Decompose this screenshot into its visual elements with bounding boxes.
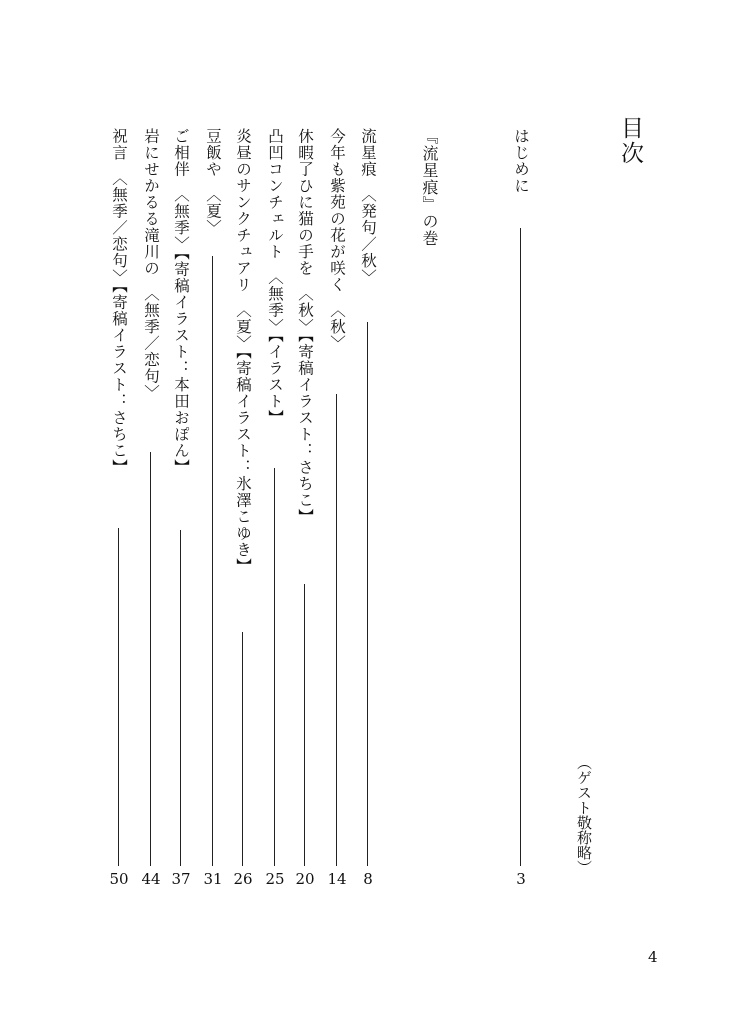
- toc-entry[interactable]: [108, 128, 130, 888]
- toc-entry[interactable]: [357, 128, 379, 888]
- toc-entry[interactable]: [326, 128, 348, 888]
- toc-entry[interactable]: [202, 128, 224, 888]
- toc-entry-title: ご相伴 〈無季〉【寄稿イラスト：本田おぽん】: [172, 128, 190, 476]
- leader-line: [336, 394, 337, 866]
- section-heading: 『流星痕』の巻: [420, 128, 439, 247]
- toc-entry[interactable]: [264, 128, 286, 888]
- leader-line: [180, 530, 181, 866]
- leader-line: [367, 322, 368, 866]
- page-number: 4: [648, 948, 658, 966]
- toc-entry-title: 豆飯や 〈夏〉: [204, 128, 222, 236]
- toc-entry[interactable]: [510, 128, 532, 888]
- leader-line: [212, 256, 213, 866]
- toc-entry-page: 31: [203, 870, 223, 888]
- toc-entry-page: 20: [295, 870, 315, 888]
- toc-entry-title: 凸凹コンチェルト 〈無季〉【イラスト】: [266, 128, 284, 426]
- toc-entry-title: はじめに: [512, 128, 530, 194]
- toc-entry[interactable]: [232, 128, 254, 888]
- guest-honorific-note: （ゲスト敬称略）: [575, 755, 593, 875]
- toc-entry-title: 流星痕 〈発句／秋〉: [359, 128, 377, 286]
- toc-entry-title: 休暇了ひに猫の手を 〈秋〉【寄稿イラスト：さちこ】: [296, 128, 314, 525]
- toc-entry-page: 8: [363, 870, 373, 888]
- toc-entry-page: 25: [265, 870, 285, 888]
- toc-entry-title: 今年も紫苑の花が咲く 〈秋〉: [328, 128, 346, 352]
- leader-line: [520, 228, 521, 866]
- toc-entry-title: 祝言 〈無季／恋句〉【寄稿イラスト：さちこ】: [110, 128, 128, 476]
- toc-entry-page: 37: [171, 870, 191, 888]
- toc-entry[interactable]: [140, 128, 162, 888]
- toc-entry[interactable]: [170, 128, 192, 888]
- toc-entry-title: 岩にせかるる滝川の 〈無季／恋句〉: [142, 128, 160, 401]
- toc-entry-page: 3: [516, 870, 526, 888]
- leader-line: [150, 452, 151, 866]
- leader-line: [274, 468, 275, 866]
- toc-entry-page: 50: [109, 870, 129, 888]
- toc-entry-title: 炎昼のサンクチュアリ 〈夏〉【寄稿イラスト：氷澤こゆき】: [234, 128, 252, 575]
- toc-title: 目次: [617, 116, 643, 166]
- toc-entry-page: 26: [233, 870, 253, 888]
- leader-line: [118, 528, 119, 866]
- leader-line: [242, 632, 243, 866]
- leader-line: [304, 584, 305, 866]
- toc-entry[interactable]: [294, 128, 316, 888]
- toc-entry-page: 44: [141, 870, 161, 888]
- toc-entry-page: 14: [327, 870, 347, 888]
